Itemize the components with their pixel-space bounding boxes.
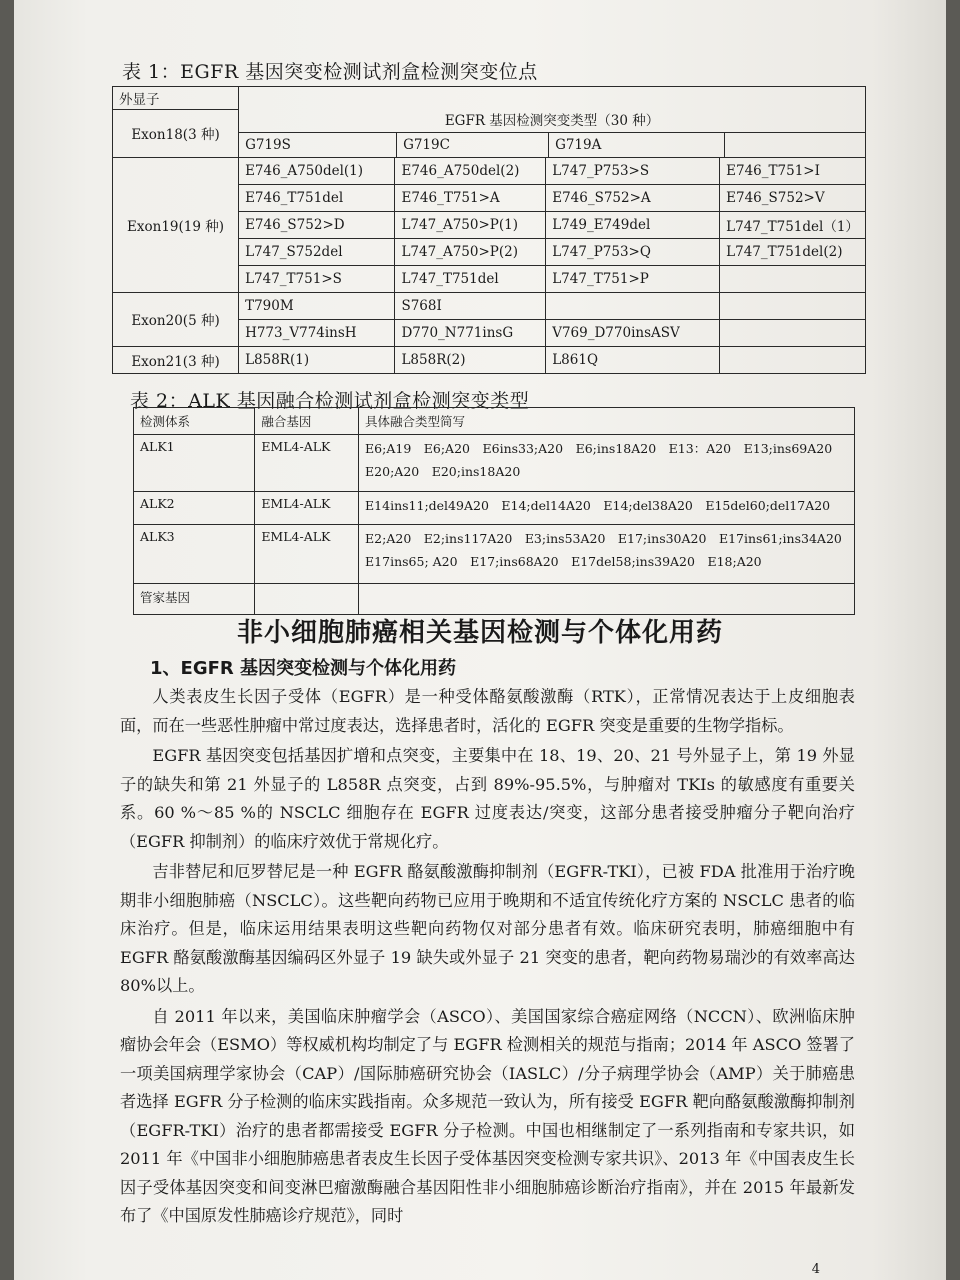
mutation-cell: L747_T751>P <box>546 265 720 292</box>
egfr-mutation-table <box>112 86 866 374</box>
table2-caption: 表 2：ALK 基因融合检测试剂盒检测突变类型 <box>130 390 530 412</box>
system-cell: ALK1 <box>134 435 255 492</box>
table-row <box>134 584 855 615</box>
gene-cell: EML4-ALK <box>255 525 359 584</box>
table-row <box>113 110 866 158</box>
paragraph: 吉非替尼和厄罗替尼是一种 EGFR 酪氨酸激酶抑制剂（EGFR-TKI），已被 FDA 批准用于治疗晚期非小细胞肺癌（NSCLC）。这些靶向药物已应用于晚期和不适宜传统化疗方案的 NSCLC 患者的临床治疗。但是，临床运用结果表明这些靶向药物仅对部分患者有效。临床研究表明，肺癌细胞中有 EGFR 酪氨酸激酶基因编码区外显子 19 缺失或外显子 21 突变的患者，靶向药物易瑞沙的有效率高达 80%以上。 <box>120 862 855 995</box>
gene-cell <box>255 584 359 615</box>
mutation-cell: H773_V774insH <box>239 319 395 346</box>
mutation-cell: E746_T751>A <box>395 184 546 211</box>
mutation-cell: L747_T751del（1） <box>720 211 866 238</box>
fusion-line: E17ins65; A20 E17;ins68A20 E17del58;ins39A20 E18;A20 <box>365 554 762 569</box>
table-row <box>113 346 866 373</box>
mutation-cell: L858R(1) <box>239 346 395 373</box>
mutation-cell: L747_T751del(2) <box>720 238 866 265</box>
mutation-cell: S768I <box>395 292 546 319</box>
table-row <box>134 525 855 584</box>
mutation-cell: E746_A750del(1) <box>239 157 395 184</box>
mutation-cell: E746_T751>I <box>720 157 866 184</box>
page-number: 4 <box>811 1262 820 1277</box>
exon-cell: Exon21(3 种) <box>113 346 239 373</box>
mutation-cell: G719S <box>239 133 397 157</box>
types-header: EGFR 基因检测突变类型（30 种） <box>239 110 865 133</box>
table-row <box>113 292 866 319</box>
mutation-cell: E746_S752>D <box>239 211 395 238</box>
fusion-types-cell <box>359 525 855 584</box>
column-header: 具体融合类型简写 <box>359 408 855 435</box>
system-cell: 管家基因 <box>134 584 255 615</box>
fusion-types-cell <box>359 492 855 525</box>
mutation-cell: E746_S752>V <box>720 184 866 211</box>
system-cell: ALK2 <box>134 492 255 525</box>
mutation-cell <box>720 292 866 319</box>
mutation-cell: E746_A750del(2) <box>395 157 546 184</box>
exon-cell: Exon20(5 种) <box>113 292 239 346</box>
mutation-cell: L749_E749del <box>546 211 720 238</box>
exon-cell: Exon19(19 种) <box>113 157 239 292</box>
exon-cell: Exon18(3 种) <box>113 110 239 158</box>
table-row <box>134 435 855 492</box>
body-text <box>120 683 855 1233</box>
gene-cell: EML4-ALK <box>255 492 359 525</box>
mutation-cell: L747_T751del <box>395 265 546 292</box>
fusion-types-cell <box>359 435 855 492</box>
paragraph: 自 2011 年以来，美国临床肿瘤学会（ASCO）、美国国家综合癌症网络（NCCN）、欧洲临床肿瘤协会年会（ESMO）等权威机构均制定了与 EGFR 检测相关的规范与指南；2014 年 ASCO 签署了一项美国病理学家协会（CAP）/国际肺癌研究协会（IASLC）/分子病理学协会（AMP）关于肺癌患者选择 EGFR 分子检测的临床实践指南。众多规范一致认为，所有接受 EGFR 靶向酪氨酸激酶抑制剂（EGFR-TKI）治疗的患者都需接受 EGFR 分子检测。中国也相继制定了一系列指南和专家共识，如 2011 年《中国非小细胞肺癌患者表皮生长因子受体基因突变检测专家共识》、2013 年《中国表皮生长因子受体基因突变和间变淋巴瘤激酶融合基因阳性非小细胞肺癌诊断治疗指南》，并在 2015 年最新发布了《中国原发性肺癌诊疗规范》，同时 <box>120 1006 855 1225</box>
mutation-cell: G719A <box>549 133 725 157</box>
mutation-cell: L861Q <box>546 346 720 373</box>
table1-caption: 表 1：EGFR 基因突变检测试剂盒检测突变位点 <box>122 61 538 83</box>
column-header: 融合基因 <box>255 408 359 435</box>
fusion-line: E6;A19 E6;A20 E6ins33;A20 E6;ins18A20 E13：A20 E13;ins69A20 <box>365 441 833 456</box>
fusion-line: E2;A20 E2;ins117A20 E3;ins53A20 E17;ins30A20 E17ins61;ins34A20 <box>365 531 842 546</box>
exon-header: 外显子 <box>113 87 239 110</box>
mutation-cell <box>546 292 720 319</box>
table-row <box>134 492 855 525</box>
system-cell: ALK3 <box>134 525 255 584</box>
alk-fusion-table <box>133 407 855 615</box>
mutation-cell: L858R(2) <box>395 346 546 373</box>
mutation-cell: D770_N771insG <box>395 319 546 346</box>
mutation-cell: V769_D770insASV <box>546 319 720 346</box>
mutation-cell: L747_A750>P(1) <box>395 211 546 238</box>
fusion-types-cell <box>359 584 855 615</box>
mutation-cell: L747_A750>P(2) <box>395 238 546 265</box>
mutation-cell <box>720 319 866 346</box>
mutation-cell: E746_T751del <box>239 184 395 211</box>
mutation-cell: E746_S752>A <box>546 184 720 211</box>
mutation-cell <box>725 133 857 157</box>
gene-cell: EML4-ALK <box>255 435 359 492</box>
column-header: 检测体系 <box>134 408 255 435</box>
paragraph: EGFR 基因突变包括基因扩增和点突变，主要集中在 18、19、20、21 号外显子上，第 19 外显子的缺失和第 21 外显子的 L858R 点突变，占到 89%-95.5%，与肿瘤对 TKIs 的敏感度有重要关系。60 %～85 %的 NSCLC 细胞存在 EGFR 过度表达/突变，这部分患者接受肿瘤分子靶向治疗（EGFR 抑制剂）的临床疗效优于常规化疗。 <box>120 746 855 851</box>
table-row <box>113 157 866 184</box>
mutation-cell: T790M <box>239 292 395 319</box>
document-title: 非小细胞肺癌相关基因检测与个体化用药 <box>236 618 723 648</box>
section-heading: 1、EGFR 基因突变检测与个体化用药 <box>150 658 457 679</box>
mutation-cell: G719C <box>397 133 549 157</box>
mutation-cell: L747_T751>S <box>239 265 395 292</box>
mutation-cell: L747_P753>S <box>546 157 720 184</box>
fusion-line: E20;A20 E20;ins18A20 <box>365 464 521 479</box>
mutation-cell: L747_P753>Q <box>546 238 720 265</box>
paragraph: 人类表皮生长因子受体（EGFR）是一种受体酪氨酸激酶（RTK），正常情况表达于上皮细胞表面，而在一些恶性肿瘤中常过度表达，选择患者时，活化的 EGFR 突变是重要的生物学指标。 <box>120 687 855 735</box>
mutation-cell <box>720 346 866 373</box>
fusion-line: E14ins11;del49A20 E14;del14A20 E14;del38A20 E15del60;del17A20 <box>365 498 831 513</box>
mutation-cell <box>720 265 866 292</box>
table-header-row <box>134 408 855 435</box>
mutation-cell: L747_S752del <box>239 238 395 265</box>
